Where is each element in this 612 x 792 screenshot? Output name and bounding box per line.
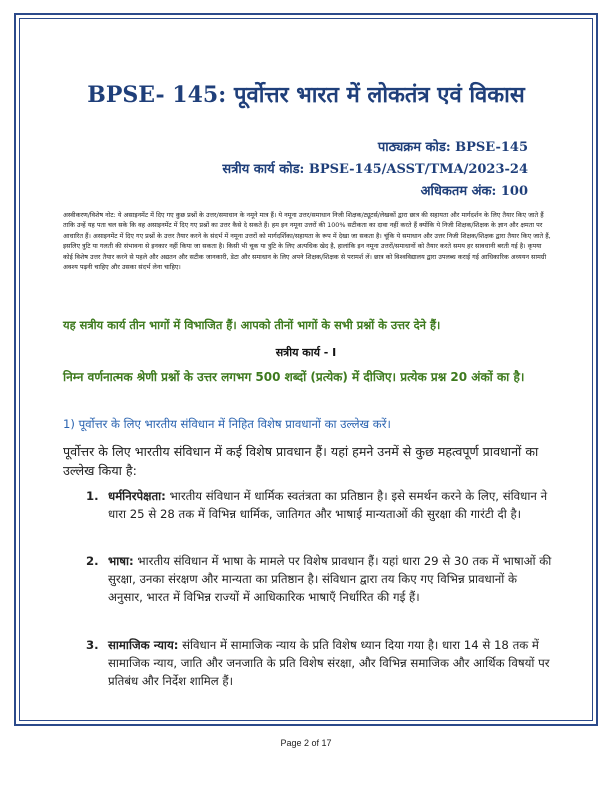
assignment-code: सत्रीय कार्य कोड: BPSE-145/ASST/TMA/2023-24 — [222, 162, 528, 177]
list-item-number: 3. — [86, 638, 99, 652]
answer-intro: पूर्वोत्तर के लिए भारतीय संविधान में कई विशेष प्रावधान हैं। यहां हमने उनमें से कुछ महत्वपूर्ण प्रावधानों का उल्लेख किया है: — [63, 444, 539, 478]
list-item-text: भारतीय संविधान में धार्मिक स्वतंत्रता का प्रतिष्ठान है। इसे समर्थन करने के लिए, संविधान ने धारा 25 से 28 तक में विभिन्न धार्मिक, जातिगत और भाषाई मान्यताओं की सुरक्षा की गारंटी दी है। — [108, 489, 548, 522]
list-item-text: संविधान में सामाजिक न्याय के प्रति विशेष ध्यान दिया गया है। धारा 14 से 18 तक में सामाजिक न्याय, जाति और जनजाति के प्रति विशेष संरक्षा, और विभिन्न समाजिक और आर्थिक विषयों पर प्रतिबंध और निर्देश शामिल हैं। — [108, 638, 550, 689]
instruction-text: निम्न वर्णनात्मक श्रेणी प्रश्नों के उत्तर लगभग 500 शब्दों (प्रत्येक) में दीजिए। प्रत्येक प्रश्न 20 अंकों का है। — [63, 370, 525, 384]
list-item — [86, 552, 552, 607]
list-item-text: भारतीय संविधान में भाषा के मामले पर विशेष प्रावधान हैं। यहां धारा 29 से 30 तक में भाषाओं की सुरक्षा, उनका संरक्षण और मान्यता का प्रतिष्ठान है। संविधान द्वारा तय किए गए विभिन्न प्रावधानों के अनुसार, भारत में विभिन्न राज्यों में आधिकारिक भाषाएँ निर्धारित की गई हैं। — [108, 554, 552, 605]
section-heading: सत्रीय कार्य - I — [275, 346, 337, 359]
disclaimer-note: अस्वीकरण/विशेष नोट: ये असाइनमेंट में दिए गए कुछ प्रश्नों के उत्तर/समाधान के नमूने मात्र हैं। ये नमूना उत्तर/समाधान निजी शिक्षक/ट्यूटर्स/लेखकों द्वारा छात्र की सहायता और मार्गदर्शन के लिए तैयार किए जाते हैं ताकि उन्हें यह पता चल सके कि वह असाइनमेंट में दिए गए प्रश्नों का उत्तर कैसे दे सकते हैं। हम इन नमूना उत्तरों की 100% सटीकता का दावा नहीं करते हैं क्योंकि ये निजी शिक्षक/शिक्षक के ज्ञान और क्षमता पर आधारित हैं। असाइनमेंट में दिए गए प्रश्नों के उत्तर तैयार करने के संदर्भ में नमूना उत्तरों को मार्गदर्शिका/सहायता के रूप में देखा जा सकता है। चूंकि ये समाधान और उत्तर निजी शिक्षक/शिक्षक द्वारा तैयार किए जाते हैं, इसलिए त्रुटि या गलती की संभावना से इनकार नहीं किया जा सकता है। किसी भी चूक या त्रुटि के लिए अत्यधिक खेद है, हालांकि इन नमूना उत्तरों/समाधानों को तैयार करते समय हर सावधानी बरती गई है। कृपया कोई विशेष उत्तर तैयार करने से पहले और अद्यतन और सटीक जानकारी, डेटा और समाधान के लिए अपने शिक्षक/शिक्षक से परामर्श लें। छात्र को विश्वविद्यालय द्वारा उपलब्ध कराई गई आधिकारिक अध्ययन सामग्री अवश्य पढ़नी चाहिए और उसका संदर्भ लेना चाहिए। — [63, 211, 551, 272]
list-item-number: 1. — [86, 489, 99, 503]
list-item-term: सामाजिक न्याय: — [108, 638, 179, 652]
list-item-number: 2. — [86, 554, 99, 568]
list-item — [86, 487, 552, 523]
max-marks: अधिकतम अंक: 100 — [420, 184, 528, 199]
question-1: 1) पूर्वोत्तर के लिए भारतीय संविधान में निहित विशेष प्रावधानों का उल्लेख करें। — [63, 417, 391, 431]
list-item — [86, 636, 552, 691]
list-item-term: भाषा: — [108, 554, 134, 568]
list-item-term: धर्मनिरपेक्षता: — [108, 489, 166, 503]
document-title: BPSE- 145: पूर्वोत्तर भारत में लोकतंत्र एवं विकास — [87, 82, 525, 108]
parts-statement: यह सत्रीय कार्य तीन भागों में विभाजित हैं। आपको तीनों भागों के सभी प्रश्नों के उत्तर देने हैं। — [63, 318, 441, 332]
page-number: Page 2 of 17 — [280, 738, 332, 748]
course-code: पाठ्यक्रम कोड: BPSE-145 — [377, 140, 528, 155]
